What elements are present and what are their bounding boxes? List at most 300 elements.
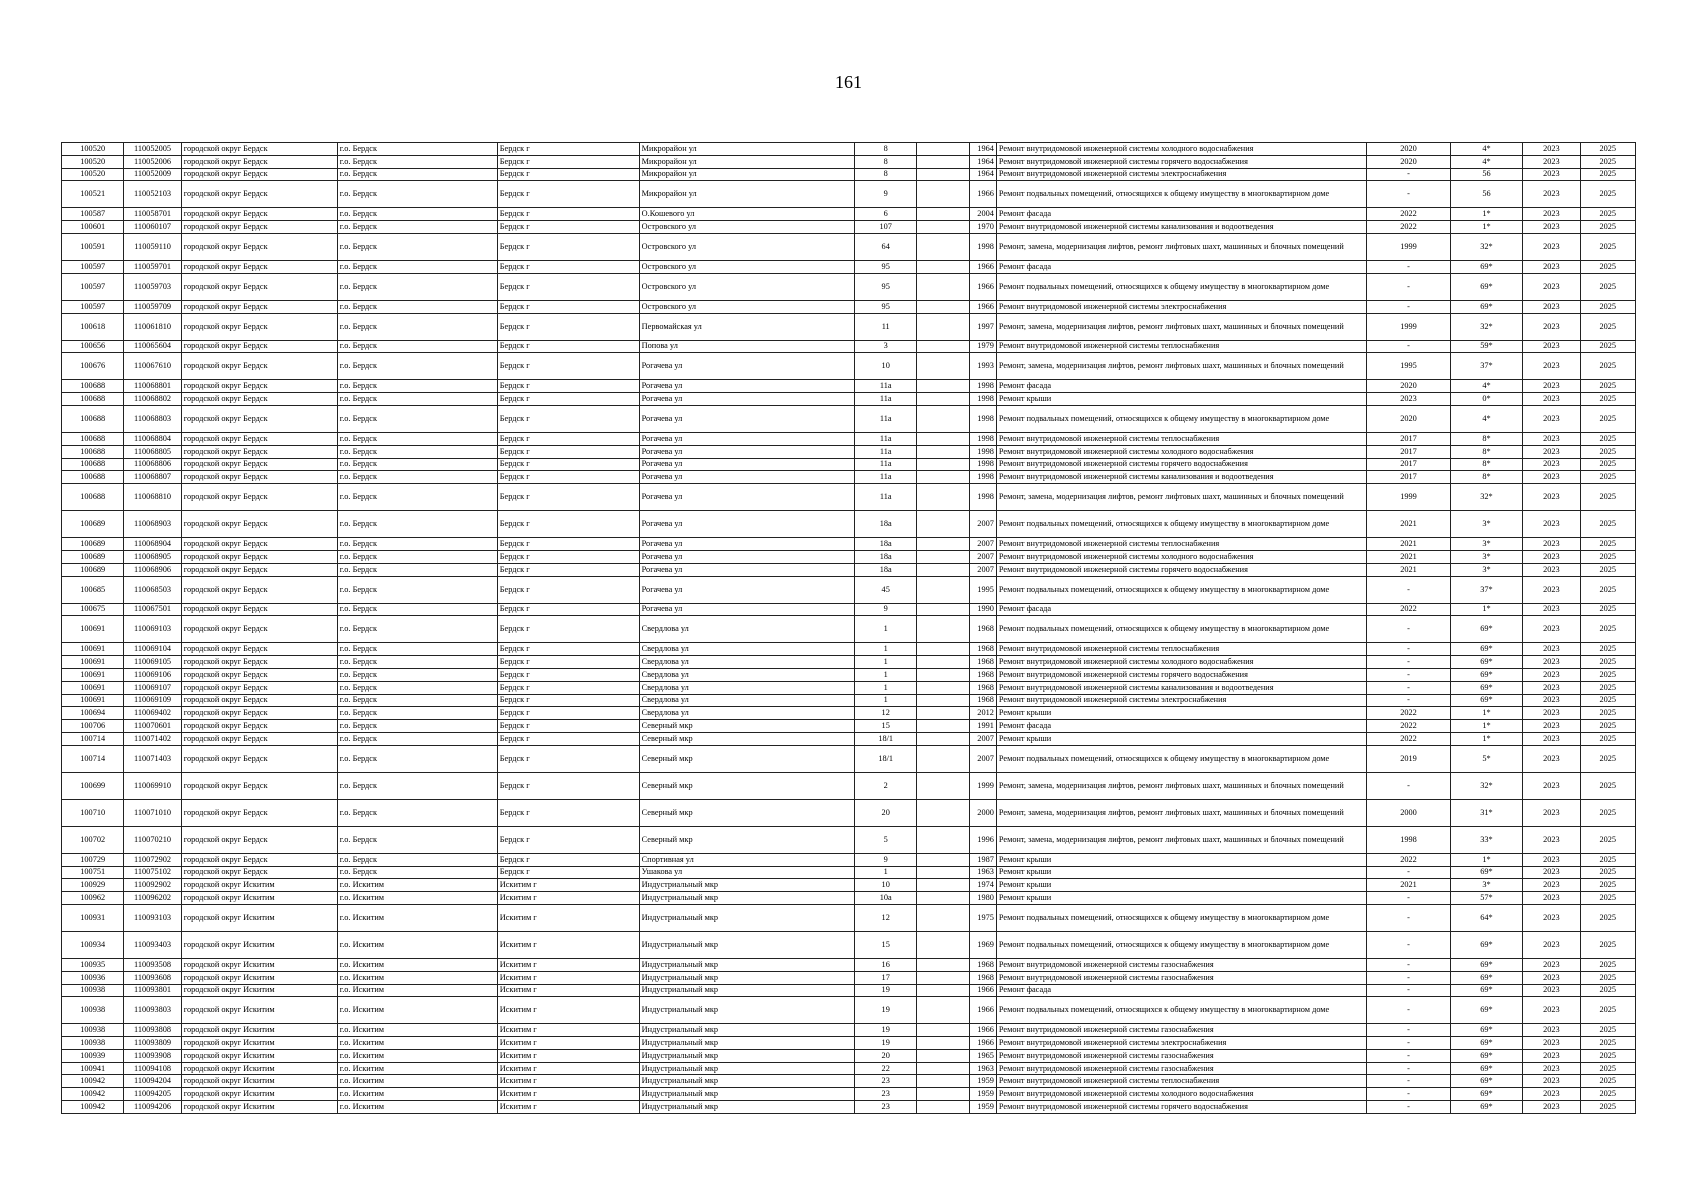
cell-street: Островского ул [639, 260, 854, 273]
cell-last-repair-year: 2021 [1367, 879, 1451, 892]
cell-last-repair-year: 1999 [1367, 313, 1451, 340]
cell-municipality: городской округ Бердск [181, 300, 337, 313]
cell-plan-start-year: 2023 [1523, 603, 1580, 616]
cell-plan-end-year: 2025 [1580, 984, 1635, 997]
cell-house-number: 16 [855, 958, 917, 971]
cell-settlement: Бердск г [497, 393, 639, 406]
cell-plan-start-year: 2023 [1523, 550, 1580, 563]
cell-plan-start-year: 2023 [1523, 538, 1580, 551]
cell-plan-end-year: 2025 [1580, 576, 1635, 603]
cell-building [917, 168, 969, 181]
cell-settlement: Бердск г [497, 155, 639, 168]
cell-plan-end-year: 2025 [1580, 720, 1635, 733]
cell-build-year: 2004 [969, 208, 996, 221]
cell-wear: 69* [1450, 997, 1522, 1024]
cell-plan-end-year: 2025 [1580, 313, 1635, 340]
cell-last-repair-year: - [1367, 656, 1451, 669]
cell-building [917, 826, 969, 853]
cell-wear: 1* [1450, 707, 1522, 720]
cell-plan-end-year: 2025 [1580, 707, 1635, 720]
cell-build-year: 1968 [969, 656, 996, 669]
cell-wear: 0* [1450, 393, 1522, 406]
cell-plan-end-year: 2025 [1580, 511, 1635, 538]
cell-last-repair-year: 2017 [1367, 432, 1451, 445]
table-row [62, 879, 1636, 892]
cell-wear: 69* [1450, 931, 1522, 958]
cell-street: О.Кошевого ул [639, 208, 854, 221]
cell-municipal-unit: г.о. Бердск [337, 273, 497, 300]
cell-street: Северный мкр [639, 732, 854, 745]
cell-work-id: 110060107 [124, 221, 181, 234]
table-row [62, 799, 1636, 826]
cell-house-number: 11а [855, 458, 917, 471]
cell-house-number: 45 [855, 576, 917, 603]
cell-build-year: 1987 [969, 853, 996, 866]
cell-municipal-unit: г.о. Бердск [337, 380, 497, 393]
cell-house-number: 11а [855, 471, 917, 484]
cell-last-repair-year: 2022 [1367, 221, 1451, 234]
cell-building [917, 1075, 969, 1088]
cell-settlement: Бердск г [497, 563, 639, 576]
cell-plan-end-year: 2025 [1580, 772, 1635, 799]
cell-municipal-unit: г.о. Искитим [337, 1037, 497, 1050]
cell-last-repair-year: - [1367, 1024, 1451, 1037]
cell-settlement: Искитим г [497, 931, 639, 958]
cell-settlement: Бердск г [497, 799, 639, 826]
cell-municipality: городской округ Бердск [181, 538, 337, 551]
cell-work-type: Ремонт внутридомовой инженерной системы горячего водоснабжения [996, 563, 1366, 576]
cell-wear: 3* [1450, 550, 1522, 563]
cell-plan-start-year: 2023 [1523, 1075, 1580, 1088]
cell-settlement: Искитим г [497, 879, 639, 892]
cell-building [917, 1062, 969, 1075]
cell-house-id: 100710 [62, 799, 124, 826]
cell-plan-start-year: 2023 [1523, 168, 1580, 181]
cell-plan-end-year: 2025 [1580, 181, 1635, 208]
cell-building [917, 694, 969, 707]
cell-work-type: Ремонт внутридомовой инженерной системы горячего водоснабжения [996, 668, 1366, 681]
cell-last-repair-year: 1999 [1367, 233, 1451, 260]
cell-work-id: 110070210 [124, 826, 181, 853]
cell-municipal-unit: г.о. Бердск [337, 300, 497, 313]
cell-wear: 3* [1450, 538, 1522, 551]
cell-wear: 32* [1450, 233, 1522, 260]
cell-municipality: городской округ Бердск [181, 143, 337, 156]
cell-municipality: городской округ Искитим [181, 958, 337, 971]
cell-house-number: 8 [855, 155, 917, 168]
cell-house-number: 20 [855, 799, 917, 826]
cell-plan-start-year: 2023 [1523, 681, 1580, 694]
cell-last-repair-year: 2020 [1367, 143, 1451, 156]
cell-building [917, 340, 969, 353]
cell-municipality: городской округ Бердск [181, 340, 337, 353]
table-row [62, 208, 1636, 221]
cell-house-number: 19 [855, 997, 917, 1024]
cell-last-repair-year: 2022 [1367, 603, 1451, 616]
cell-work-type: Ремонт внутридомовой инженерной системы теплоснабжения [996, 1075, 1366, 1088]
table-row [62, 931, 1636, 958]
cell-plan-end-year: 2025 [1580, 879, 1635, 892]
cell-municipal-unit: г.о. Искитим [337, 1049, 497, 1062]
cell-municipal-unit: г.о. Бердск [337, 643, 497, 656]
cell-build-year: 1998 [969, 233, 996, 260]
cell-municipal-unit: г.о. Бердск [337, 313, 497, 340]
cell-street: Островского ул [639, 233, 854, 260]
cell-plan-end-year: 2025 [1580, 563, 1635, 576]
cell-municipal-unit: г.о. Бердск [337, 233, 497, 260]
table-row [62, 432, 1636, 445]
cell-municipality: городской округ Бердск [181, 471, 337, 484]
cell-house-id: 100601 [62, 221, 124, 234]
cell-work-id: 110094205 [124, 1088, 181, 1101]
cell-work-type: Ремонт внутридомовой инженерной системы теплоснабжения [996, 432, 1366, 445]
cell-wear: 1* [1450, 732, 1522, 745]
cell-last-repair-year: - [1367, 643, 1451, 656]
cell-street: Островского ул [639, 300, 854, 313]
cell-settlement: Искитим г [497, 1037, 639, 1050]
cell-plan-end-year: 2025 [1580, 1075, 1635, 1088]
table-row [62, 1075, 1636, 1088]
cell-house-number: 9 [855, 603, 917, 616]
cell-building [917, 393, 969, 406]
cell-municipality: городской округ Искитим [181, 1062, 337, 1075]
cell-work-id: 110068802 [124, 393, 181, 406]
cell-work-id: 110069103 [124, 616, 181, 643]
cell-work-id: 110093508 [124, 958, 181, 971]
cell-work-id: 110068906 [124, 563, 181, 576]
cell-house-id: 100688 [62, 432, 124, 445]
cell-municipal-unit: г.о. Бердск [337, 538, 497, 551]
cell-building [917, 471, 969, 484]
cell-last-repair-year: 2020 [1367, 380, 1451, 393]
cell-street: Ушакова ул [639, 866, 854, 879]
cell-work-id: 110094204 [124, 1075, 181, 1088]
cell-settlement: Бердск г [497, 471, 639, 484]
table-row [62, 997, 1636, 1024]
cell-municipal-unit: г.о. Бердск [337, 720, 497, 733]
cell-house-number: 1 [855, 866, 917, 879]
table-row [62, 616, 1636, 643]
cell-building [917, 853, 969, 866]
cell-plan-start-year: 2023 [1523, 181, 1580, 208]
cell-settlement: Бердск г [497, 340, 639, 353]
table-row [62, 1024, 1636, 1037]
cell-wear: 1* [1450, 208, 1522, 221]
cell-house-number: 19 [855, 1024, 917, 1037]
cell-work-type: Ремонт, замена, модернизация лифтов, ремонт лифтовых шахт, машинных и блочных помещений [996, 484, 1366, 511]
table-row [62, 353, 1636, 380]
cell-wear: 1* [1450, 603, 1522, 616]
cell-municipality: городской округ Бердск [181, 432, 337, 445]
cell-street: Островского ул [639, 221, 854, 234]
cell-work-id: 110069109 [124, 694, 181, 707]
cell-work-id: 110061810 [124, 313, 181, 340]
cell-plan-end-year: 2025 [1580, 892, 1635, 905]
cell-building [917, 1088, 969, 1101]
cell-house-id: 100714 [62, 745, 124, 772]
cell-plan-end-year: 2025 [1580, 208, 1635, 221]
cell-municipal-unit: г.о. Бердск [337, 603, 497, 616]
cell-plan-start-year: 2023 [1523, 694, 1580, 707]
cell-house-id: 100694 [62, 707, 124, 720]
cell-wear: 69* [1450, 1049, 1522, 1062]
cell-work-id: 110069106 [124, 668, 181, 681]
cell-work-id: 110052009 [124, 168, 181, 181]
cell-street: Индустриальный мкр [639, 971, 854, 984]
cell-house-number: 20 [855, 1049, 917, 1062]
cell-wear: 8* [1450, 458, 1522, 471]
cell-plan-start-year: 2023 [1523, 1101, 1580, 1114]
cell-house-id: 100656 [62, 340, 124, 353]
cell-last-repair-year: - [1367, 668, 1451, 681]
cell-last-repair-year: - [1367, 181, 1451, 208]
cell-work-id: 110052006 [124, 155, 181, 168]
cell-street: Индустриальный мкр [639, 1075, 854, 1088]
cell-work-id: 110068805 [124, 445, 181, 458]
cell-plan-end-year: 2025 [1580, 380, 1635, 393]
cell-municipality: городской округ Бердск [181, 260, 337, 273]
cell-work-id: 110070601 [124, 720, 181, 733]
cell-municipal-unit: г.о. Бердск [337, 353, 497, 380]
cell-plan-end-year: 2025 [1580, 826, 1635, 853]
cell-work-id: 110094108 [124, 1062, 181, 1075]
cell-plan-start-year: 2023 [1523, 155, 1580, 168]
cell-work-type: Ремонт подвальных помещений, относящихся к общему имуществу в многоквартирном доме [996, 576, 1366, 603]
table-row [62, 538, 1636, 551]
cell-street: Индустриальный мкр [639, 984, 854, 997]
cell-street: Рогачева ул [639, 603, 854, 616]
cell-settlement: Искитим г [497, 958, 639, 971]
cell-municipality: городской округ Бердск [181, 393, 337, 406]
cell-last-repair-year: - [1367, 1088, 1451, 1101]
cell-work-id: 110069107 [124, 681, 181, 694]
cell-work-type: Ремонт подвальных помещений, относящихся к общему имуществу в многоквартирном доме [996, 616, 1366, 643]
cell-plan-start-year: 2023 [1523, 353, 1580, 380]
table-row [62, 168, 1636, 181]
cell-last-repair-year: 2021 [1367, 563, 1451, 576]
cell-house-id: 100942 [62, 1088, 124, 1101]
cell-last-repair-year: - [1367, 931, 1451, 958]
cell-work-id: 110068903 [124, 511, 181, 538]
cell-wear: 32* [1450, 772, 1522, 799]
cell-work-id: 110067501 [124, 603, 181, 616]
cell-plan-end-year: 2025 [1580, 1088, 1635, 1101]
cell-house-number: 11а [855, 484, 917, 511]
cell-municipality: городской округ Бердск [181, 707, 337, 720]
cell-work-type: Ремонт внутридомовой инженерной системы холодного водоснабжения [996, 550, 1366, 563]
cell-plan-start-year: 2023 [1523, 745, 1580, 772]
cell-build-year: 1968 [969, 668, 996, 681]
cell-build-year: 1998 [969, 405, 996, 432]
table-row [62, 155, 1636, 168]
cell-work-id: 110069910 [124, 772, 181, 799]
cell-municipal-unit: г.о. Бердск [337, 511, 497, 538]
cell-work-type: Ремонт внутридомовой инженерной системы канализования и водоотведения [996, 471, 1366, 484]
cell-house-id: 100702 [62, 826, 124, 853]
cell-street: Индустриальный мкр [639, 904, 854, 931]
cell-plan-start-year: 2023 [1523, 958, 1580, 971]
cell-building [917, 511, 969, 538]
cell-municipality: городской округ Бердск [181, 866, 337, 879]
cell-build-year: 1966 [969, 1024, 996, 1037]
cell-plan-end-year: 2025 [1580, 603, 1635, 616]
cell-municipal-unit: г.о. Бердск [337, 393, 497, 406]
cell-work-id: 110094206 [124, 1101, 181, 1114]
cell-wear: 8* [1450, 445, 1522, 458]
cell-house-id: 100520 [62, 155, 124, 168]
cell-last-repair-year: - [1367, 340, 1451, 353]
cell-street: Северный мкр [639, 745, 854, 772]
cell-plan-start-year: 2023 [1523, 484, 1580, 511]
cell-street: Рогачева ул [639, 471, 854, 484]
cell-work-id: 110093809 [124, 1037, 181, 1050]
cell-street: Микрорайон ул [639, 155, 854, 168]
cell-work-id: 110069402 [124, 707, 181, 720]
cell-plan-end-year: 2025 [1580, 643, 1635, 656]
cell-street: Попова ул [639, 340, 854, 353]
cell-wear: 8* [1450, 471, 1522, 484]
cell-building [917, 616, 969, 643]
cell-plan-start-year: 2023 [1523, 656, 1580, 669]
table-row [62, 273, 1636, 300]
cell-municipal-unit: г.о. Бердск [337, 694, 497, 707]
cell-work-id: 110071403 [124, 745, 181, 772]
cell-plan-end-year: 2025 [1580, 168, 1635, 181]
cell-house-id: 100689 [62, 511, 124, 538]
cell-work-type: Ремонт крыши [996, 892, 1366, 905]
cell-build-year: 1995 [969, 576, 996, 603]
cell-house-number: 9 [855, 181, 917, 208]
cell-house-id: 100714 [62, 732, 124, 745]
cell-settlement: Бердск г [497, 458, 639, 471]
cell-building [917, 732, 969, 745]
cell-municipal-unit: г.о. Бердск [337, 155, 497, 168]
cell-municipality: городской округ Искитим [181, 1075, 337, 1088]
cell-municipality: городской округ Искитим [181, 1037, 337, 1050]
cell-wear: 3* [1450, 879, 1522, 892]
cell-municipality: городской округ Бердск [181, 694, 337, 707]
cell-house-id: 100587 [62, 208, 124, 221]
cell-plan-start-year: 2023 [1523, 471, 1580, 484]
cell-settlement: Искитим г [497, 1101, 639, 1114]
cell-wear: 3* [1450, 511, 1522, 538]
cell-street: Северный мкр [639, 799, 854, 826]
cell-house-number: 12 [855, 904, 917, 931]
cell-house-number: 18а [855, 550, 917, 563]
cell-plan-end-year: 2025 [1580, 1101, 1635, 1114]
cell-house-id: 100591 [62, 233, 124, 260]
cell-municipality: городской округ Бердск [181, 233, 337, 260]
cell-last-repair-year: 2000 [1367, 799, 1451, 826]
cell-municipality: городской округ Бердск [181, 168, 337, 181]
cell-plan-end-year: 2025 [1580, 221, 1635, 234]
cell-settlement: Бердск г [497, 576, 639, 603]
cell-house-number: 11а [855, 432, 917, 445]
cell-building [917, 971, 969, 984]
cell-settlement: Бердск г [497, 826, 639, 853]
cell-plan-start-year: 2023 [1523, 432, 1580, 445]
cell-street: Северный мкр [639, 720, 854, 733]
cell-last-repair-year: 2017 [1367, 471, 1451, 484]
table-row [62, 143, 1636, 156]
cell-wear: 69* [1450, 866, 1522, 879]
cell-last-repair-year: 2017 [1367, 445, 1451, 458]
cell-build-year: 1974 [969, 879, 996, 892]
cell-settlement: Бердск г [497, 432, 639, 445]
cell-municipality: городской округ Бердск [181, 273, 337, 300]
cell-work-id: 110059709 [124, 300, 181, 313]
cell-wear: 32* [1450, 313, 1522, 340]
cell-house-id: 100691 [62, 668, 124, 681]
cell-municipality: городской округ Бердск [181, 221, 337, 234]
cell-wear: 4* [1450, 143, 1522, 156]
cell-settlement: Бердск г [497, 668, 639, 681]
cell-work-type: Ремонт крыши [996, 707, 1366, 720]
cell-settlement: Бердск г [497, 168, 639, 181]
cell-plan-start-year: 2023 [1523, 313, 1580, 340]
cell-settlement: Искитим г [497, 1075, 639, 1088]
cell-house-number: 8 [855, 168, 917, 181]
cell-building [917, 668, 969, 681]
table-row [62, 393, 1636, 406]
cell-work-id: 110065604 [124, 340, 181, 353]
table-row [62, 971, 1636, 984]
cell-plan-end-year: 2025 [1580, 681, 1635, 694]
cell-house-number: 15 [855, 931, 917, 958]
cell-municipality: городской округ Искитим [181, 1101, 337, 1114]
cell-municipal-unit: г.о. Бердск [337, 143, 497, 156]
cell-work-id: 110059701 [124, 260, 181, 273]
cell-plan-end-year: 2025 [1580, 484, 1635, 511]
cell-street: Индустриальный мкр [639, 892, 854, 905]
cell-building [917, 208, 969, 221]
cell-house-id: 100688 [62, 458, 124, 471]
cell-plan-end-year: 2025 [1580, 745, 1635, 772]
cell-build-year: 2007 [969, 550, 996, 563]
cell-wear: 69* [1450, 643, 1522, 656]
cell-work-type: Ремонт внутридомовой инженерной системы газоснабжения [996, 1049, 1366, 1062]
cell-building [917, 866, 969, 879]
cell-building [917, 892, 969, 905]
cell-settlement: Бердск г [497, 603, 639, 616]
cell-plan-start-year: 2023 [1523, 720, 1580, 733]
cell-municipal-unit: г.о. Искитим [337, 958, 497, 971]
cell-plan-end-year: 2025 [1580, 143, 1635, 156]
cell-municipality: городской округ Бердск [181, 511, 337, 538]
cell-municipality: городской округ Искитим [181, 984, 337, 997]
table-row [62, 313, 1636, 340]
cell-work-type: Ремонт крыши [996, 393, 1366, 406]
cell-build-year: 1968 [969, 681, 996, 694]
cell-wear: 69* [1450, 1088, 1522, 1101]
cell-building [917, 772, 969, 799]
cell-work-id: 110093403 [124, 931, 181, 958]
cell-municipal-unit: г.о. Бердск [337, 576, 497, 603]
table-row [62, 745, 1636, 772]
table-row [62, 772, 1636, 799]
cell-municipal-unit: г.о. Бердск [337, 221, 497, 234]
cell-building [917, 984, 969, 997]
cell-street: Индустриальный мкр [639, 1101, 854, 1114]
table-row [62, 681, 1636, 694]
cell-plan-start-year: 2023 [1523, 260, 1580, 273]
cell-work-id: 110068905 [124, 550, 181, 563]
cell-settlement: Искитим г [497, 904, 639, 931]
cell-building [917, 1024, 969, 1037]
cell-plan-start-year: 2023 [1523, 143, 1580, 156]
cell-plan-end-year: 2025 [1580, 538, 1635, 551]
cell-last-repair-year: 1998 [1367, 826, 1451, 853]
